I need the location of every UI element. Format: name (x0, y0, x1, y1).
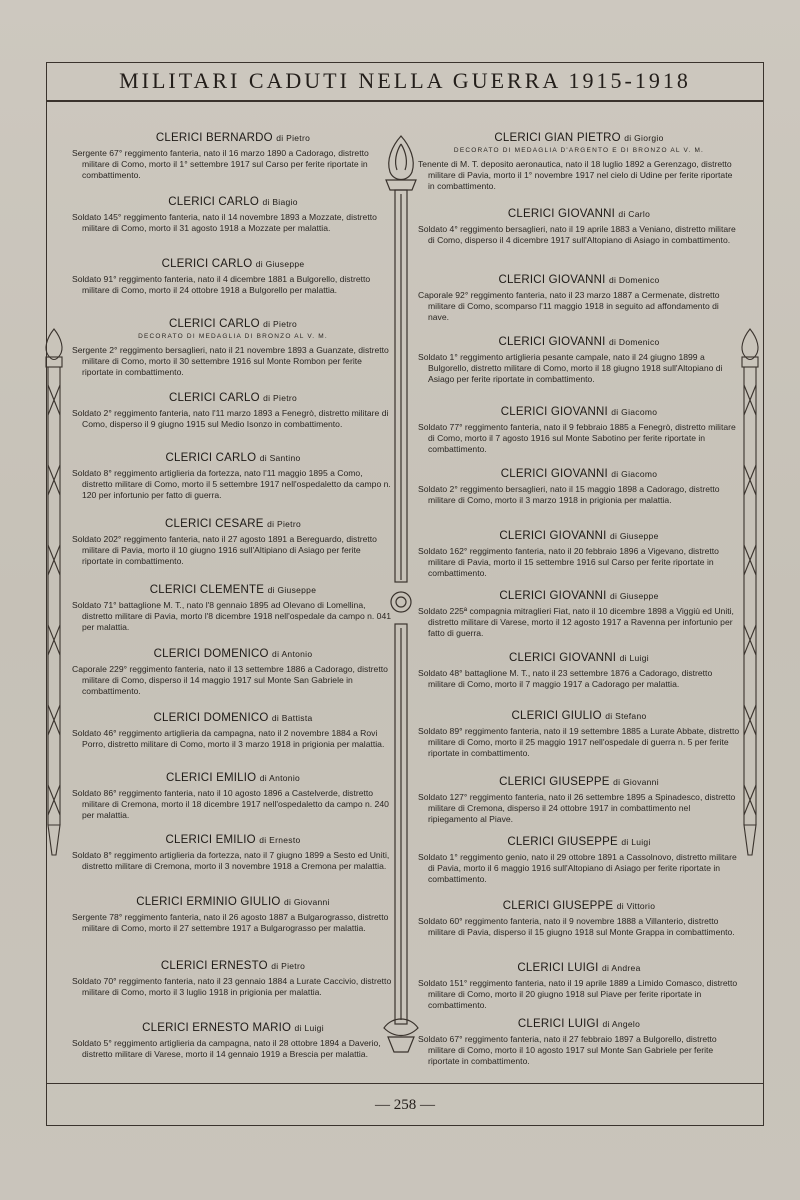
record-bio: Soldato 202° reggimento fanteria, nato il 27 agosto 1891 a Bereguardo, distretto militare di Pavia, morto il 10 giugno 1916 sull'Altipiano di Asiago per ferite riportate in combattimento. (72, 534, 377, 566)
record-bio: Soldato 67° reggimento fanteria, nato il 27 febbraio 1897 a Bulgorello, distretto militare di Como, morto il 10 agosto 1917 sul Monte San Gabriele per ferite riportate in combattimento. (418, 1034, 717, 1066)
record-entry (418, 900, 740, 938)
record-name: CLERICI CARLO di Pietro (168, 318, 298, 330)
record-entry (72, 834, 394, 872)
record-entry (72, 452, 394, 501)
record-bio: Soldato 46° reggimento artiglieria da campagna, nato il 2 novembre 1884 a Rovi Porro, distretto militare di Como, morto il 3 marzo 1918 in prigionia per malattia. (72, 728, 385, 749)
record-bio: Soldato 4° reggimento bersaglieri, nato il 19 aprile 1883 a Veniano, distretto militare di Como, disperso il 4 dicembre 1917 sull'Altopiano di Asiago in combattimento. (418, 224, 736, 245)
record-decoration: DECORATO DI MEDAGLIA D'ARGENTO E DI BRONZO AL V. M. (453, 147, 705, 154)
record-bio: Soldato 77° reggimento fanteria, nato il 9 febbraio 1885 a Fenegrò, distretto militare di Como, morto il 7 agosto 1916 sul Monte Sabotino per ferite riportate in combattimento. (418, 422, 736, 454)
record-name: CLERICI GIOVANNI di Giacomo (500, 468, 658, 480)
record-entry (72, 896, 394, 934)
left-pillar-ornament-icon (34, 325, 74, 865)
record-entry (72, 132, 394, 181)
record-name: CLERICI CLEMENTE di Giuseppe (149, 584, 317, 596)
record-name: CLERICI CESARE di Pietro (165, 518, 301, 530)
record-entry (72, 584, 394, 633)
record-entry (418, 406, 740, 455)
record-entry (72, 518, 394, 567)
record-name: CLERICI ERMINIO GIULIO di Giovanni (136, 896, 330, 908)
record-bio: Soldato 1° reggimento artiglieria pesante campale, nato il 24 giugno 1899 a Bulgorello, distretto militare di Como, morto il 18 giugno 1918 sull'Altopiano di Asiago per ferite riportate in combattimento. (418, 352, 723, 384)
page-footer (46, 1083, 764, 1126)
record-entry (418, 776, 740, 825)
record-bio: Soldato 162° reggimento fanteria, nato il 20 febbraio 1896 a Vigevano, distretto militare di Pavia, morto il 15 settembre 1916 sul Carso per ferite riportate in combattimento. (418, 546, 719, 578)
record-bio: Soldato 5° reggimento artiglieria da campagna, nato il 28 ottobre 1894 a Daverio, distretto militare di Varese, morto il 14 gennaio 1919 a Brescia per malattia. (72, 1038, 381, 1059)
record-name: CLERICI GIOVANNI di Luigi (509, 652, 649, 664)
record-bio: Caporale 229° reggimento fanteria, nato il 13 settembre 1886 a Cadorago, distretto militare di Como, disperso il 14 maggio 1917 sul Monte San Gabriele in combattimento. (72, 664, 388, 696)
record-name: CLERICI CARLO di Biagio (168, 196, 298, 208)
record-name: CLERICI GIOVANNI di Carlo (507, 208, 651, 220)
record-bio: Soldato 151° reggimento fanteria, nato il 19 aprile 1889 a Limido Comasco, distretto militare di Como, morto il 20 giugno 1918 sul Piave per ferite riportate in combattimento. (418, 978, 738, 1010)
record-bio: Sergente 67° reggimento fanteria, nato il 16 marzo 1890 a Cadorago, distretto militare di Como, morto il 1° settembre 1917 sul Carso per ferite riportate in combattimento. (72, 148, 369, 180)
record-name: CLERICI EMILIO di Antonio (165, 772, 301, 784)
record-name: CLERICI CARLO di Pietro (168, 392, 298, 404)
record-entry (418, 468, 740, 506)
record-entry (72, 392, 394, 430)
record-entry (418, 336, 740, 385)
record-entry (418, 836, 740, 885)
record-bio: Soldato 127° reggimento fanteria, nato il 26 settembre 1895 a Spinadesco, distretto militare di Cremona, disperso il 24 ottobre 1917 in combattimento nel ripiegamento al Piave. (418, 792, 736, 824)
record-bio: Soldato 86° reggimento fanteria, nato il 10 agosto 1896 a Castelverde, distretto militare di Cremona, morto il 18 dicembre 1917 nell'ospedaletto da campo n. 240 per malattia. (72, 788, 389, 820)
record-bio: Soldato 48° battaglione M. T., nato il 23 settembre 1876 a Cadorago, distretto militare di Como, morto il 7 maggio 1917 a Cadorago per malattia. (418, 668, 713, 689)
record-name: CLERICI ERNESTO MARIO di Luigi (142, 1022, 324, 1034)
record-name: CLERICI LUIGI di Angelo (517, 1018, 641, 1030)
record-bio: Caporale 92° reggimento fanteria, nato il 23 marzo 1887 a Cermenate, distretto militare di Como, scomparso l'11 maggio 1918 in seguito ad affondamento di nave. (418, 290, 720, 322)
record-entry (72, 960, 394, 998)
record-entry (72, 772, 394, 821)
record-bio: Soldato 2° reggimento bersaglieri, nato il 15 maggio 1898 a Cadorago, distretto militare di Como, morto il 3 marzo 1918 in prigionia per malattia. (418, 484, 720, 505)
record-entry (72, 258, 394, 296)
record-bio: Soldato 225ª compagnia mitraglieri Fiat, nato il 10 dicembre 1898 a Viggiù ed Uniti, distretto militare di Varese, morto il 12 agosto 1917 a Ravenna per infortunio per fatto di guerra. (418, 606, 734, 638)
record-name: CLERICI GIOVANNI di Giuseppe (499, 530, 659, 542)
page-number: — 258 — (375, 1096, 435, 1113)
record-entry (72, 712, 394, 750)
record-bio: Soldato 2° reggimento fanteria, nato l'11 marzo 1893 a Fenegrò, distretto militare di Como, disperso il 9 giugno 1915 sul Medio Isonzo in combattimento. (72, 408, 389, 429)
record-name: CLERICI GIUSEPPE di Luigi (507, 836, 651, 848)
record-bio: Tenente di M. T. deposito aeronautica, nato il 18 luglio 1892 a Gerenzago, distretto militare di Pavia, morto il 1° novembre 1917 nel cielo di Udine per ferite riportate in combattimento. (418, 159, 733, 191)
record-name: CLERICI BERNARDO di Pietro (155, 132, 311, 144)
record-name: CLERICI GIOVANNI di Domenico (498, 336, 660, 348)
record-name: CLERICI CARLO di Santino (165, 452, 301, 464)
record-bio: Soldato 91° reggimento fanteria, nato il 4 dicembre 1881 a Bulgorello, distretto militare di Como, morto il 24 ottobre 1918 a Bulgorello per malattia. (72, 274, 371, 295)
record-decoration: DECORATO DI MEDAGLIA DI BRONZO AL V. M. (138, 333, 328, 340)
record-entry (72, 1022, 394, 1060)
record-entry (418, 1018, 740, 1067)
record-entry (72, 318, 394, 378)
record-entry (418, 590, 740, 639)
record-name: CLERICI GIOVANNI di Domenico (498, 274, 660, 286)
record-entry (72, 196, 394, 234)
record-entry (418, 530, 740, 579)
record-entry (418, 962, 740, 1011)
record-name: CLERICI DOMENICO di Battista (153, 712, 313, 724)
record-name: CLERICI LUIGI di Andrea (517, 962, 641, 974)
record-name: CLERICI GIULIO di Stefano (511, 710, 647, 722)
record-bio: Soldato 8° reggimento artiglieria da fortezza, nato l'11 maggio 1895 a Como, distretto militare di Como, morto il 5 settembre 1917 nell'ospedaletto da campo n. 120 per infortunio per fatto di guerra. (72, 468, 391, 500)
record-bio: Soldato 71° battaglione M. T., nato l'8 gennaio 1895 ad Olevano di Lomellina, distretto militare di Pavia, morto l'8 dicembre 1918 nell'ospedale da campo n. 041 per malattia. (72, 600, 392, 632)
record-name: CLERICI EMILIO di Ernesto (165, 834, 301, 846)
record-bio: Soldato 145° reggimento fanteria, nato il 14 novembre 1893 a Mozzate, distretto militare di Como, morto il 31 agosto 1918 a Mozzate per malattia. (72, 212, 377, 233)
record-name: CLERICI GIUSEPPE di Vittorio (502, 900, 656, 912)
record-entry (72, 648, 394, 697)
record-name: CLERICI CARLO di Giuseppe (161, 258, 305, 270)
record-bio: Soldato 1° reggimento genio, nato il 29 ottobre 1891 a Cassolnovo, distretto militare di Pavia, morto il 6 maggio 1916 sull'Altopiano di Asiago per ferite riportate in combattimento. (418, 852, 737, 884)
record-name: CLERICI GIOVANNI di Giacomo (500, 406, 658, 418)
record-name: CLERICI GIUSEPPE di Giovanni (499, 776, 659, 788)
record-bio: Soldato 70° reggimento fanteria, nato il 23 gennaio 1884 a Lurate Caccivio, distretto militare di Como, morto il 3 luglio 1918 in prigionia per malattia. (72, 976, 392, 997)
record-name: CLERICI DOMENICO di Antonio (153, 648, 313, 660)
page-title: MILITARI CADUTI NELLA GUERRA 1915-1918 (119, 68, 691, 93)
record-bio: Soldato 89° reggimento fanteria, nato il 19 settembre 1885 a Lurate Abbate, distretto militare di Como, morto il 25 maggio 1917 nell'ospedale di guerra n. 5 per ferite riportate in combattimento. (418, 726, 740, 758)
record-entry (418, 652, 740, 690)
record-bio: Soldato 8° reggimento artiglieria da fortezza, nato il 7 giugno 1899 a Sesto ed Uniti, distretto militare di Cremona, morto il 3 novembre 1918 a Cremona per malattia. (72, 850, 390, 871)
record-name: CLERICI GIAN PIETRO di Giorgio (494, 132, 664, 144)
record-entry (418, 710, 740, 759)
record-bio: Soldato 60° reggimento fanteria, nato il 9 novembre 1888 a Villanterio, distretto militare di Pavia, disperso il 15 giugno 1918 sul Monte Grappa in combattimento. (418, 916, 735, 937)
page-header (46, 62, 764, 102)
record-name: CLERICI GIOVANNI di Giuseppe (499, 590, 659, 602)
record-bio: Sergente 2° reggimento bersaglieri, nato il 21 novembre 1893 a Guanzate, distretto militare di Como, morto il 30 settembre 1916 sul Monte Rombon per ferite riportate in combattimento. (72, 345, 389, 377)
record-entry (418, 132, 740, 192)
record-entry (418, 208, 740, 246)
record-bio: Sergente 78° reggimento fanteria, nato il 26 agosto 1887 a Bulgarograsso, distretto militare di Como, morto il 27 settembre 1917 a Bulgarograsso per malattia. (72, 912, 389, 933)
record-name: CLERICI ERNESTO di Pietro (160, 960, 306, 972)
record-entry (418, 274, 740, 323)
